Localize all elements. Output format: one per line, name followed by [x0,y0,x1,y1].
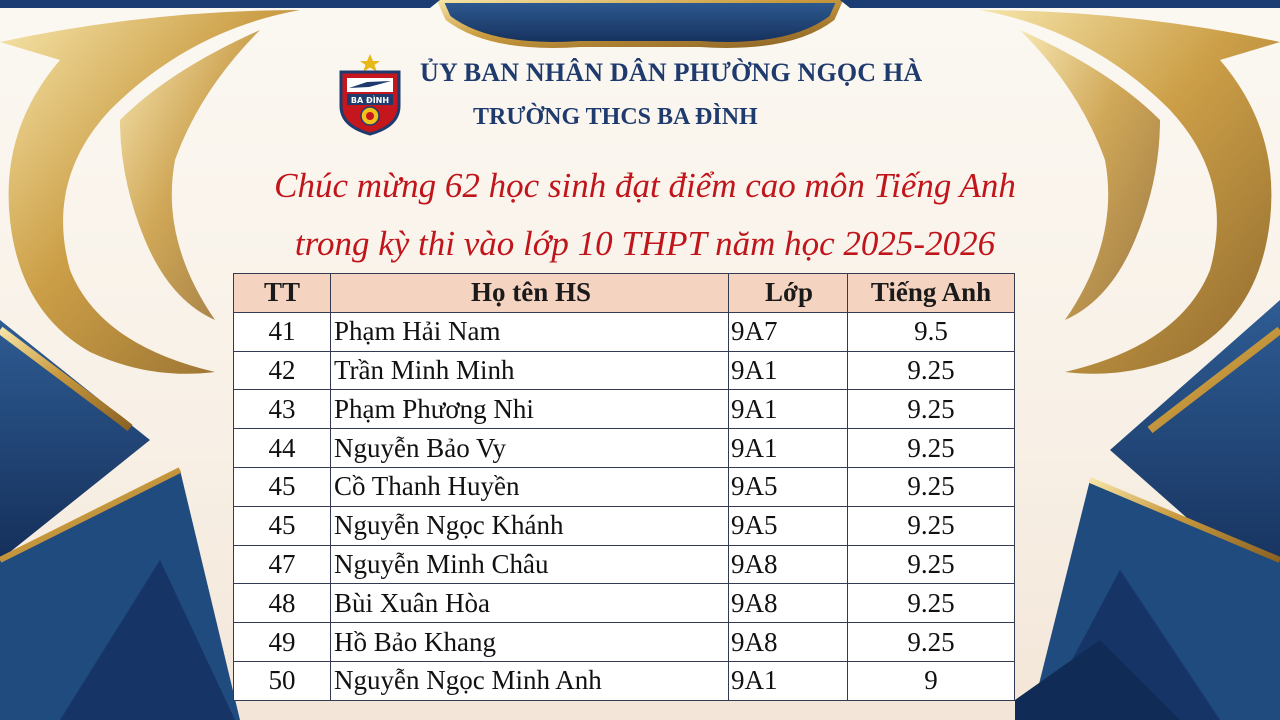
student-name: Bùi Xuân Hòa [331,584,729,623]
row-number: 47 [234,545,331,584]
table-row [234,429,1015,468]
row-number: 42 [234,351,331,390]
table-row [234,312,1015,351]
table-row [234,390,1015,429]
header-class: Lớp [729,274,848,313]
school-name: TRƯỜNG THCS BA ĐÌNH [473,104,758,130]
table-header-row [234,274,1015,313]
table-row [234,661,1015,700]
student-name: Nguyễn Bảo Vy [331,429,729,468]
student-name: Phạm Phương Nhi [331,390,729,429]
header-score: Tiếng Anh [848,274,1015,313]
student-name: Nguyễn Ngọc Minh Anh [331,661,729,700]
student-name: Phạm Hải Nam [331,312,729,351]
english-score: 9.25 [848,351,1015,390]
score-table [233,273,1015,701]
english-score: 9.25 [848,390,1015,429]
student-class: 9A1 [729,390,848,429]
student-class: 9A8 [729,623,848,662]
row-number: 45 [234,467,331,506]
english-score: 9.25 [848,467,1015,506]
english-score: 9.25 [848,429,1015,468]
student-class: 9A8 [729,545,848,584]
table-row [234,506,1015,545]
student-name: Trần Minh Minh [331,351,729,390]
table-row [234,545,1015,584]
english-score: 9.25 [848,584,1015,623]
student-class: 9A5 [729,467,848,506]
student-class: 9A1 [729,429,848,468]
english-score: 9.25 [848,545,1015,584]
header-name: Họ tên HS [331,274,729,313]
student-class: 9A5 [729,506,848,545]
title-line-2: trong kỳ thi vào lớp 10 THPT năm học 2025-2026 [294,224,996,263]
logo-text: BA ĐÌNH [350,96,390,105]
english-score: 9.25 [848,623,1015,662]
committee-name: ỦY BAN NHÂN DÂN PHƯỜNG NGỌC HÀ [420,58,923,87]
student-class: 9A7 [729,312,848,351]
student-class: 9A8 [729,584,848,623]
english-score: 9 [848,661,1015,700]
header-tt: TT [234,274,331,313]
row-number: 48 [234,584,331,623]
student-name: Nguyễn Minh Châu [331,545,729,584]
row-number: 44 [234,429,331,468]
english-score: 9.5 [848,312,1015,351]
table-row [234,584,1015,623]
table-row [234,351,1015,390]
student-name: Nguyễn Ngọc Khánh [331,506,729,545]
row-number: 45 [234,506,331,545]
title-line-1: Chúc mừng 62 học sinh đạt điểm cao môn Tiếng Anh [274,166,1016,205]
row-number: 41 [234,312,331,351]
student-name: Hồ Bảo Khang [331,623,729,662]
student-name: Cồ Thanh Huyền [331,467,729,506]
row-number: 50 [234,661,331,700]
row-number: 49 [234,623,331,662]
table-row [234,623,1015,662]
student-class: 9A1 [729,351,848,390]
row-number: 43 [234,390,331,429]
table-row [234,467,1015,506]
student-class: 9A1 [729,661,848,700]
english-score: 9.25 [848,506,1015,545]
school-logo [337,54,403,136]
